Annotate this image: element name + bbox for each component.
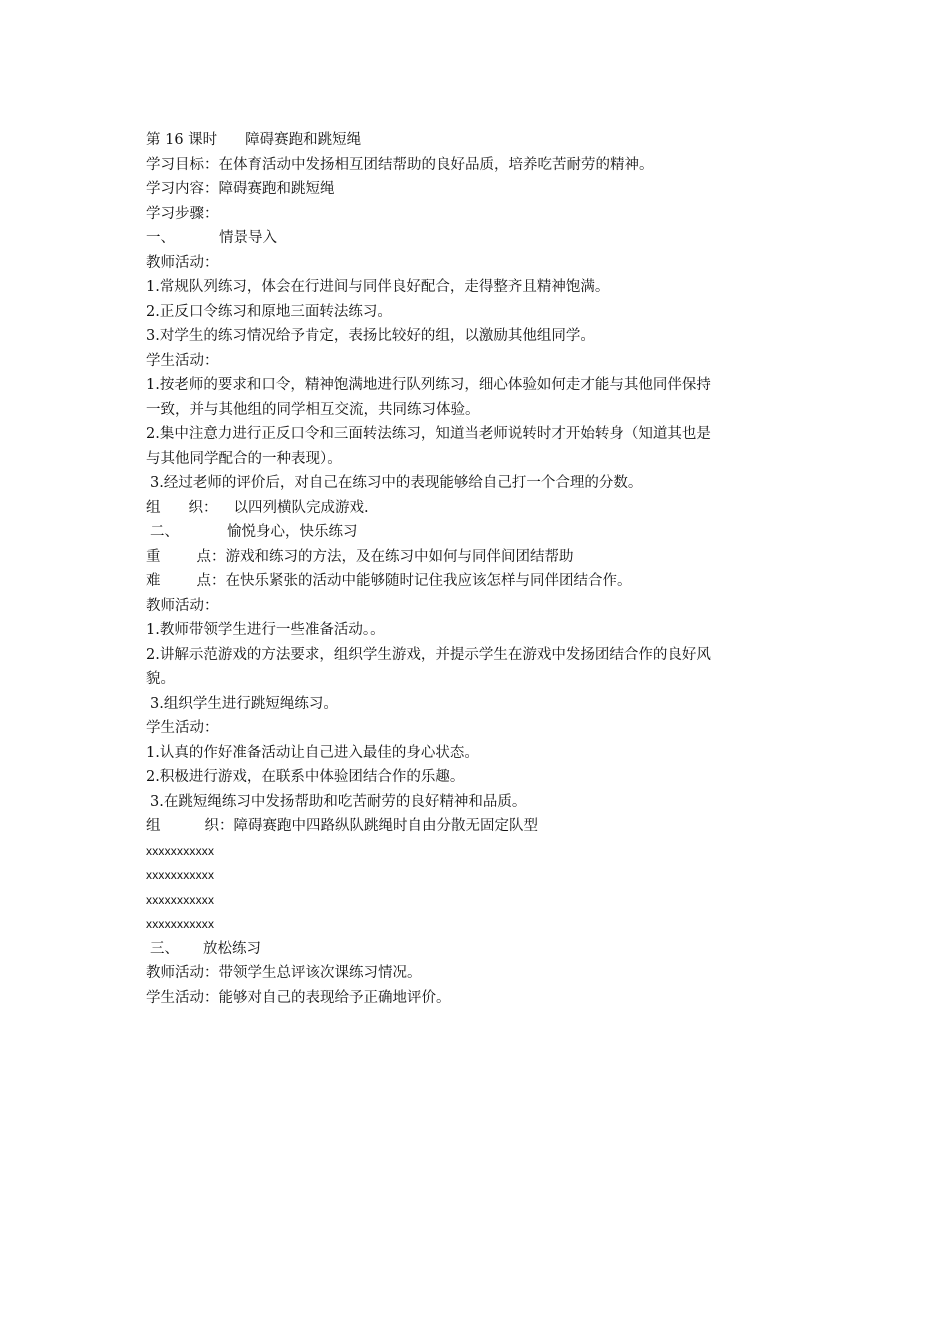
section-2-number: 二、 <box>150 524 179 540</box>
formation-row: xxxxxxxxxxx <box>146 843 215 858</box>
lesson-title <box>146 128 820 153</box>
student-activity-item: 3.在跳短绳练习中发扬帮助和吃苦耐劳的良好精神和品质。 <box>150 793 527 810</box>
key-point <box>146 545 820 570</box>
student-activity-heading: 学生活动： <box>146 352 219 369</box>
formation-row: xxxxxxxxxxx <box>146 892 215 907</box>
student-activity-item-continued: 与其他同学配合的一种表现）。 <box>146 450 342 467</box>
teacher-activity-item: 2.正反口令练习和原地三面转法练习。 <box>146 303 392 320</box>
formation-row: xxxxxxxxxxx <box>146 917 215 931</box>
teacher-activity-heading: 教师活动： <box>146 254 219 271</box>
organization-label-1: 组 <box>146 499 161 516</box>
organization-text: 以四列横队完成游戏. <box>233 499 369 516</box>
teacher-activity-item-continued: 貌。 <box>146 671 175 687</box>
teacher-activity-summary: 教师活动：带领学生总评该次课练习情况。 <box>146 965 422 981</box>
difficulty-text: 点：在快乐紧张的活动中能够随时记住我应该怎样与同伴团结合作。 <box>196 573 632 589</box>
teacher-activity-item: 3.组织学生进行跳短绳练习。 <box>150 695 338 712</box>
teacher-activity-item: 1.常规队列练习，体会在行进间与同伴良好配合，走得整齐且精神饱满。 <box>146 279 610 295</box>
section-3-heading <box>146 937 820 962</box>
student-activity-item: 3.经过老师的评价后，对自己在练习中的表现能够给自己打一个合理的分数。 <box>150 475 643 491</box>
organization-line <box>146 496 820 521</box>
section-2-title: 愉悦身心，快乐练习 <box>227 524 358 540</box>
organization-label-1: 组 <box>146 818 161 834</box>
formation-row: xxxxxxxxxxx <box>146 868 215 882</box>
learning-steps-heading: 学习步骤： <box>146 205 219 222</box>
difficulty-label: 难 <box>146 573 161 589</box>
section-1-title: 情景导入 <box>219 230 277 246</box>
key-point-text: 点：游戏和练习的方法，及在练习中如何与同伴间团结帮助 <box>196 548 574 565</box>
organization-text: 织：障碍赛跑中四路纵队跳绳时自由分散无固定队型 <box>204 818 538 834</box>
teacher-activity-item: 2.讲解示范游戏的方法要求，组织学生游戏，并提示学生在游戏中发扬团结合作的良好风 <box>146 646 711 663</box>
learning-content: 学习内容：障碍赛跑和跳短绳 <box>146 181 335 197</box>
section-1-heading <box>146 226 820 251</box>
student-activity-item: 2.积极进行游戏，在联系中体验团结合作的乐趣。 <box>146 769 465 785</box>
section-1-number: 一、 <box>146 230 175 246</box>
student-activity-item: 1.认真的作好准备活动让自己进入最佳的身心状态。 <box>146 744 479 761</box>
teacher-activity-heading: 教师活动： <box>146 597 219 614</box>
organization-line <box>146 814 820 839</box>
section-3-number: 三、 <box>150 940 179 957</box>
learning-goal: 学习目标：在体育活动中发扬相互团结帮助的良好品质，培养吃苦耐劳的精神。 <box>146 156 654 173</box>
teacher-activity-item: 1.教师带领学生进行一些准备活动。。 <box>146 622 385 638</box>
key-point-label: 重 <box>146 548 161 565</box>
organization-label-2: 织： <box>188 499 218 516</box>
section-3-title: 放松练习 <box>203 940 261 957</box>
difficulty-point <box>146 569 820 594</box>
student-activity-item-continued: 一致，并与其他组的同学相互交流，共同练习体验。 <box>146 401 480 418</box>
student-activity-summary: 学生活动：能够对自己的表现给予正确地评价。 <box>146 989 451 1006</box>
lesson-number: 第 16 课时 <box>146 132 218 148</box>
section-2-heading <box>146 520 820 545</box>
teacher-activity-item: 3.对学生的练习情况给予肯定，表扬比较好的组，以激励其他组同学。 <box>146 328 595 344</box>
student-activity-heading: 学生活动： <box>146 720 219 736</box>
lesson-topic: 障碍赛跑和跳短绳 <box>245 132 362 148</box>
student-activity-item: 1.按老师的要求和口令，精神饱满地进行队列练习，细心体验如何走才能与其他同伴保持 <box>146 377 711 393</box>
student-activity-item: 2.集中注意力进行正反口令和三面转法练习，知道当老师说转时才开始转身（知道其也是 <box>146 426 711 442</box>
